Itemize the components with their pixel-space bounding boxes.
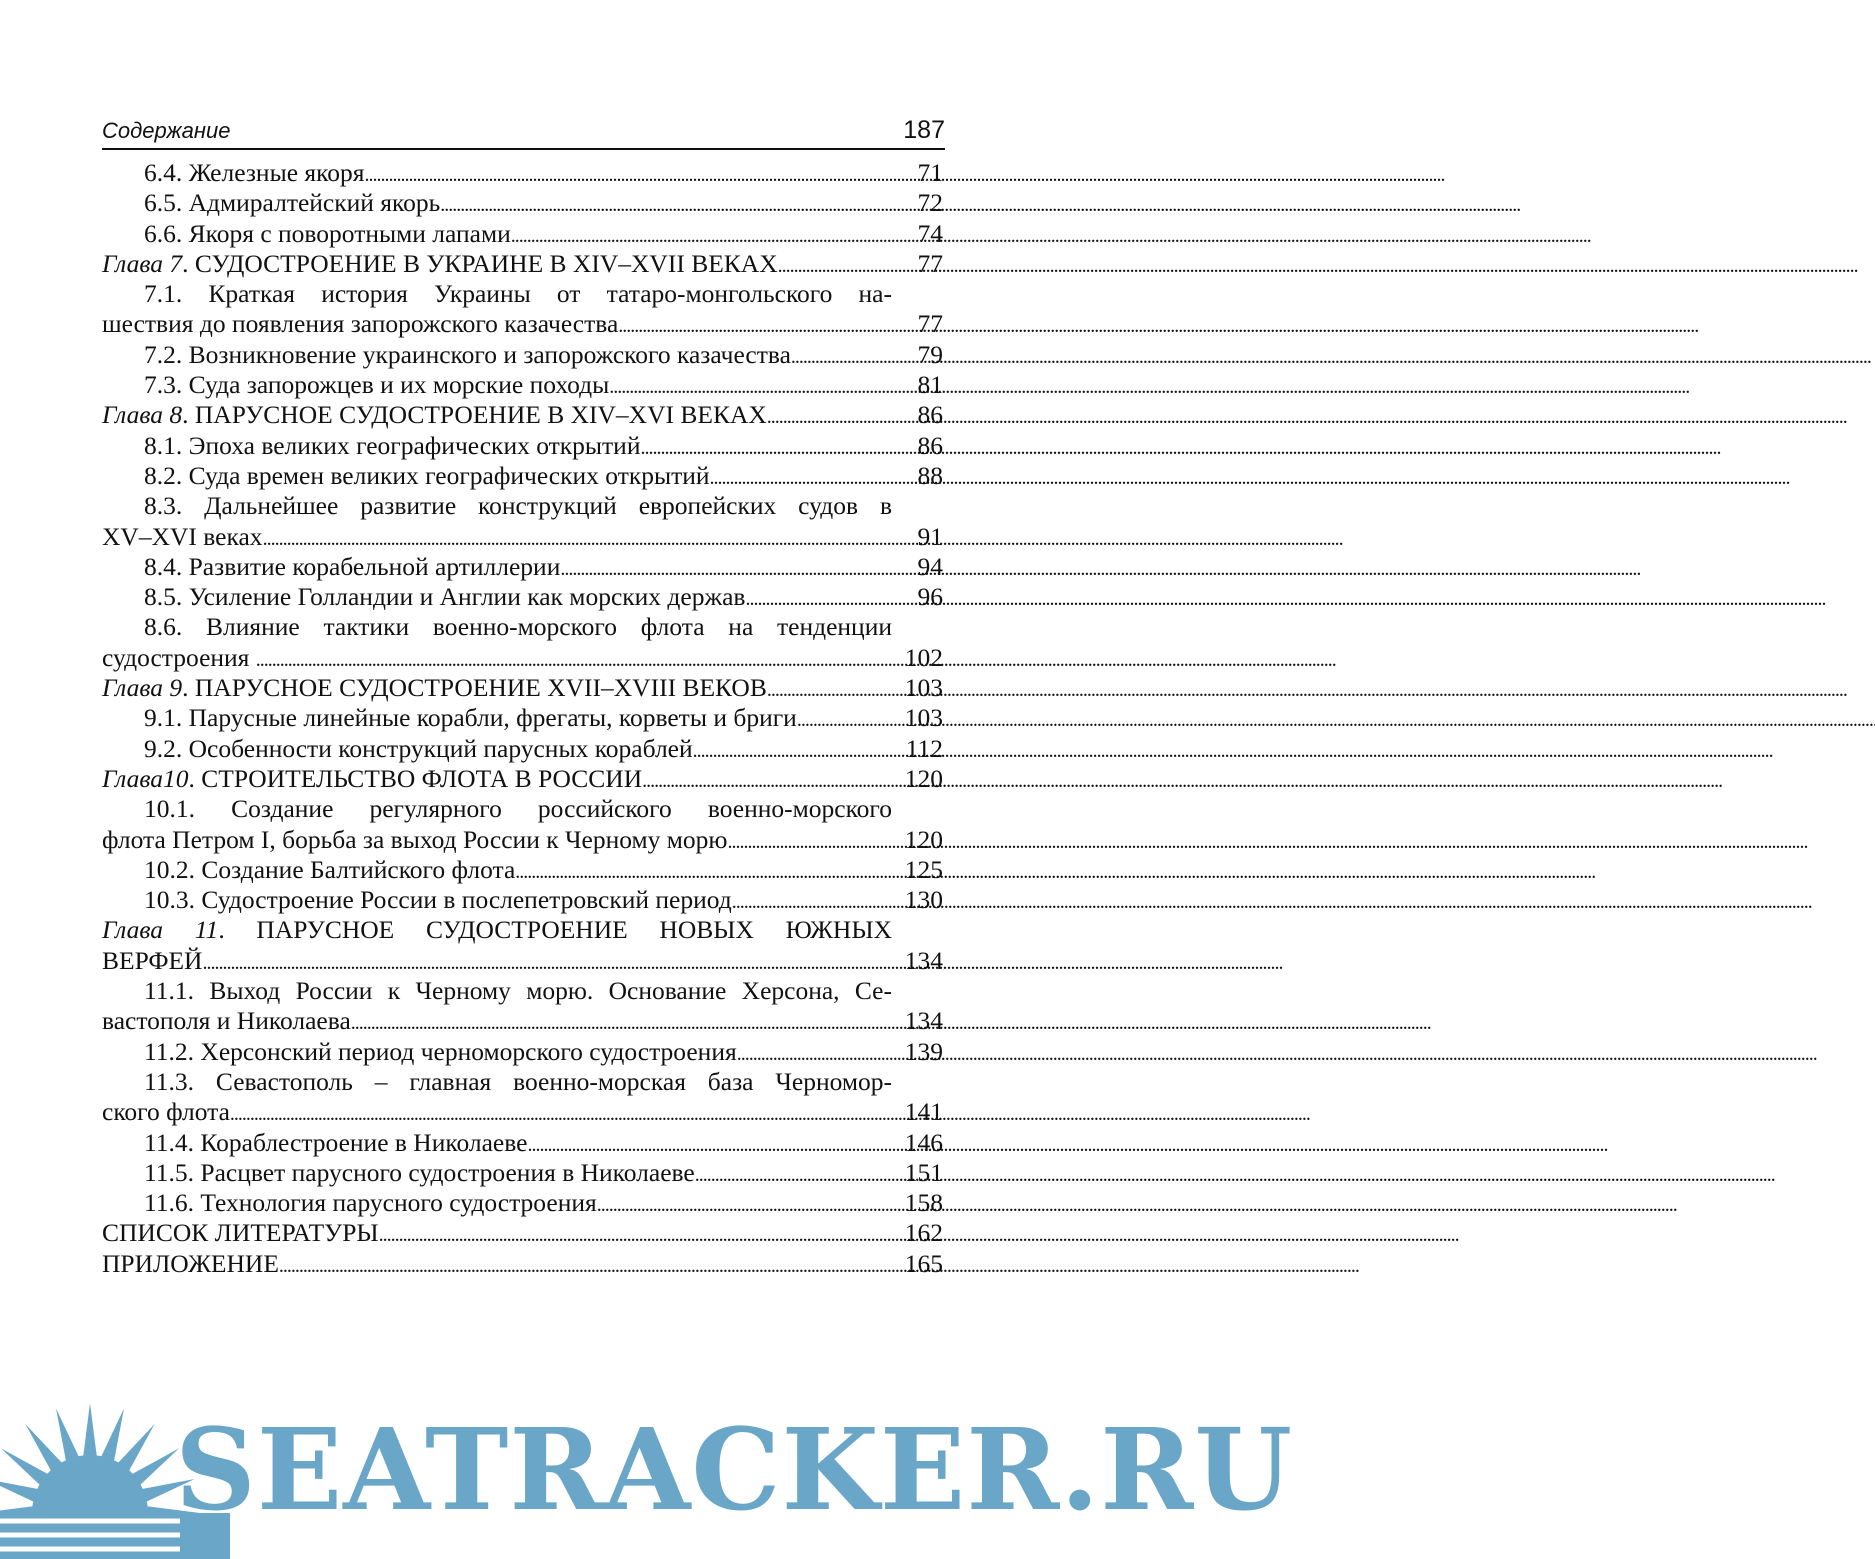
toc-entry-text: 6.6. Якоря с поворотными лапами <box>144 218 511 248</box>
toc-entry-text: 8.1. Эпоха великих географических открытий <box>144 430 641 460</box>
toc-entry-title-line1 <box>102 1067 892 1097</box>
running-header-title: Содержание <box>102 118 231 143</box>
toc-entry-title <box>102 431 934 461</box>
toc-entry <box>102 1218 945 1248</box>
toc-entry <box>102 915 945 976</box>
toc-entry-title <box>102 946 892 976</box>
toc-entry-text: ПРИЛОЖЕНИЕ <box>102 1248 279 1278</box>
running-header <box>102 112 945 150</box>
toc-entry <box>102 582 945 612</box>
watermark-text <box>175 1396 1293 1546</box>
toc-page-number: 125 <box>904 854 943 884</box>
toc-entry <box>102 1067 945 1128</box>
chapter-label: Глава 8 <box>102 400 183 430</box>
page-number: 187 <box>903 116 945 144</box>
toc-entry-text: 8.3. Дальнейшее развитие конструкций европейских судов в <box>144 491 892 521</box>
toc-page-number: 162 <box>904 1218 943 1248</box>
toc-entry-title <box>102 1128 934 1158</box>
toc-page-number: 71 <box>917 158 943 187</box>
toc-page-number: 146 <box>904 1127 943 1157</box>
chapter-label: Глава 7 <box>102 248 183 278</box>
toc-entry-title <box>102 340 934 370</box>
toc-entry-text: судостроения <box>102 642 256 672</box>
toc-entry-title <box>102 552 934 582</box>
toc-page-number: 74 <box>917 218 943 248</box>
toc-page-number: 86 <box>917 430 943 460</box>
toc-entry-text: XV–XVI веках <box>102 521 263 551</box>
toc-entry-text: ского флота <box>102 1097 230 1127</box>
toc-entry <box>102 703 945 733</box>
toc-entry-title <box>102 1158 934 1188</box>
toc-entry-text: 6.5. Адмиралтейский якорь <box>144 188 441 218</box>
toc-entry <box>102 431 945 461</box>
toc-entry-text: 11.1. Выход России к Черному морю. Основание Херсона, Се- <box>144 976 892 1006</box>
toc-page-number: 94 <box>917 551 943 581</box>
toc-page-number: 139 <box>904 1036 943 1066</box>
toc-entry <box>102 673 945 703</box>
toc-entry-title <box>102 643 892 673</box>
toc-entry-title <box>102 1188 934 1218</box>
toc-entry <box>102 1037 945 1067</box>
toc-entry <box>102 976 945 1037</box>
toc-entry-title <box>102 522 892 552</box>
toc-page-number: 77 <box>917 248 943 278</box>
toc-entry-text: вастополя и Николаева <box>102 1006 351 1036</box>
toc-entry-text: 10.1. Создание регулярного российского военно-морского <box>144 794 892 824</box>
toc-entry-title-line1 <box>102 915 892 945</box>
toc-page-number: 130 <box>904 885 943 915</box>
toc-entry-title <box>102 673 892 703</box>
toc-entry-title <box>102 1218 892 1248</box>
toc-entry-title-line1 <box>102 794 892 824</box>
toc-entry <box>102 400 945 430</box>
toc-entry <box>102 1158 945 1188</box>
toc-entry-title <box>102 855 934 885</box>
toc-entry <box>102 1249 945 1279</box>
toc-entry <box>102 855 945 885</box>
toc-page-number: 91 <box>917 521 943 551</box>
toc-entry-title <box>102 1249 892 1279</box>
toc-entry <box>102 552 945 582</box>
table-of-contents <box>102 158 945 1279</box>
toc-entry-text: 6.4. Железные якоря <box>144 158 365 187</box>
toc-page-number: 134 <box>904 1006 943 1036</box>
toc-entry-text: 8.4. Развитие корабельной артиллерии <box>144 551 561 581</box>
watermark-label: SEATRACKER.RU <box>175 1405 1294 1536</box>
toc-entry <box>102 461 945 491</box>
toc-entry-text: 11.2. Херсонский период черноморского судостроения <box>144 1036 737 1066</box>
toc-page-number: 102 <box>904 642 943 672</box>
toc-entry-title-line1 <box>102 612 892 642</box>
toc-entry <box>102 612 945 673</box>
toc-entry-title <box>102 703 934 733</box>
toc-entry-text: 8.2. Суда времен великих географических открытий <box>144 460 710 490</box>
toc-page-number: 103 <box>904 673 943 703</box>
toc-entry-text: 10.2. Создание Балтийского флота <box>144 854 516 884</box>
toc-entry <box>102 219 945 249</box>
toc-entry-title-line1 <box>102 279 892 309</box>
toc-page-number: 96 <box>917 582 943 612</box>
toc-entry <box>102 158 945 188</box>
toc-page-number: 112 <box>905 733 943 763</box>
toc-entry-title <box>102 734 934 764</box>
toc-entry-title <box>102 370 934 400</box>
chapter-label: Глава 11 <box>102 915 219 945</box>
toc-entry-text: . ПАРУСНОЕ СУДОСТРОЕНИЕ НОВЫХ ЮЖНЫХ <box>218 915 892 945</box>
toc-page-number: 151 <box>904 1157 943 1187</box>
toc-entry-text: 7.3. Суда запорожцев и их морские походы <box>144 370 610 400</box>
toc-entry-title <box>102 764 892 794</box>
toc-page-number: 79 <box>917 339 943 369</box>
toc-entry-text: . ПАРУСНОЕ СУДОСТРОЕНИЕ XVII–XVIII ВЕКОВ <box>182 673 767 703</box>
toc-entry-text: флота Петром I, борьба за выход России к Черному морю <box>102 824 728 854</box>
toc-entry-title <box>102 188 934 218</box>
toc-entry-text: 9.1. Парусные линейные корабли, фрегаты, корветы и бриги <box>144 703 797 733</box>
toc-entry <box>102 249 945 279</box>
toc-entry <box>102 734 945 764</box>
toc-entry-title <box>102 219 934 249</box>
toc-entry-text: 8.5. Усиление Голландии и Англии как морских держав <box>144 582 746 612</box>
toc-entry-title <box>102 1006 892 1036</box>
toc-entry-text: СПИСОК ЛИТЕРАТУРЫ <box>102 1218 379 1248</box>
toc-entry-title <box>102 400 892 430</box>
toc-entry-text: 11.3. Севастополь – главная военно-морская база Черномор- <box>144 1066 892 1096</box>
toc-entry-title <box>102 1097 892 1127</box>
toc-entry-text: 9.2. Особенности конструкций парусных кораблей <box>144 733 693 763</box>
toc-entry <box>102 491 945 552</box>
toc-entry <box>102 1188 945 1218</box>
toc-page-number: 120 <box>904 763 943 793</box>
toc-entry-text: . СТРОИТЕЛЬСТВО ФЛОТА В РОССИИ <box>188 763 643 793</box>
toc-page-number: 165 <box>904 1248 943 1278</box>
toc-entry-title <box>102 461 934 491</box>
toc-entry-text: . ПАРУСНОЕ СУДОСТРОЕНИЕ В XIV–XVI ВЕКАХ <box>182 400 767 430</box>
toc-page-number: 120 <box>904 824 943 854</box>
toc-entry <box>102 1128 945 1158</box>
toc-entry-title <box>102 1037 934 1067</box>
toc-page-number: 134 <box>904 945 943 975</box>
toc-page-number: 88 <box>917 460 943 490</box>
toc-entry-text: . СУДОСТРОЕНИЕ В УКРАИНЕ В XIV–XVII ВЕКАХ <box>182 248 778 278</box>
toc-entry-text: 11.5. Расцвет парусного судостроения в Николаеве <box>144 1157 695 1187</box>
chapter-label: Глава 9 <box>102 673 183 703</box>
toc-entry-title <box>102 885 934 915</box>
toc-entry-text: шествия до появления запорожского казачества <box>102 309 619 339</box>
toc-page-number: 77 <box>917 309 943 339</box>
toc-entry-text: 11.4. Кораблестроение в Николаеве <box>144 1127 528 1157</box>
toc-entry-title <box>102 158 934 188</box>
toc-page-number: 86 <box>917 400 943 430</box>
toc-entry <box>102 764 945 794</box>
toc-entry-title <box>102 825 892 855</box>
toc-entry-title <box>102 582 934 612</box>
toc-entry <box>102 279 945 340</box>
toc-entry-text: 7.1. Краткая история Украины от татаро-монгольского на- <box>144 279 892 309</box>
toc-entry-title-line1 <box>102 491 892 521</box>
toc-page-number: 158 <box>904 1188 943 1218</box>
toc-entry <box>102 370 945 400</box>
toc-entry-text: 7.2. Возникновение украинского и запорожского казачества <box>144 339 791 369</box>
toc-entry-title <box>102 309 892 339</box>
toc-entry <box>102 188 945 218</box>
toc-page-number: 81 <box>917 370 943 400</box>
toc-page-number: 103 <box>904 703 943 733</box>
toc-entry-title-line1 <box>102 976 892 1006</box>
chapter-label: Глава10 <box>102 763 189 793</box>
toc-entry <box>102 794 945 855</box>
toc-entry <box>102 885 945 915</box>
toc-entry-text: ВЕРФЕЙ <box>102 945 203 975</box>
toc-entry-text: 11.6. Технология парусного судостроения <box>144 1188 597 1218</box>
toc-entry-text: 10.3. Судостроение России в послепетровский период <box>144 885 732 915</box>
toc-entry <box>102 340 945 370</box>
toc-page-number: 72 <box>917 188 943 218</box>
toc-entry-title <box>102 249 892 279</box>
toc-entry-text: 8.6. Влияние тактики военно-морского флота на тенденции <box>144 612 892 642</box>
toc-page-number: 141 <box>904 1097 943 1127</box>
